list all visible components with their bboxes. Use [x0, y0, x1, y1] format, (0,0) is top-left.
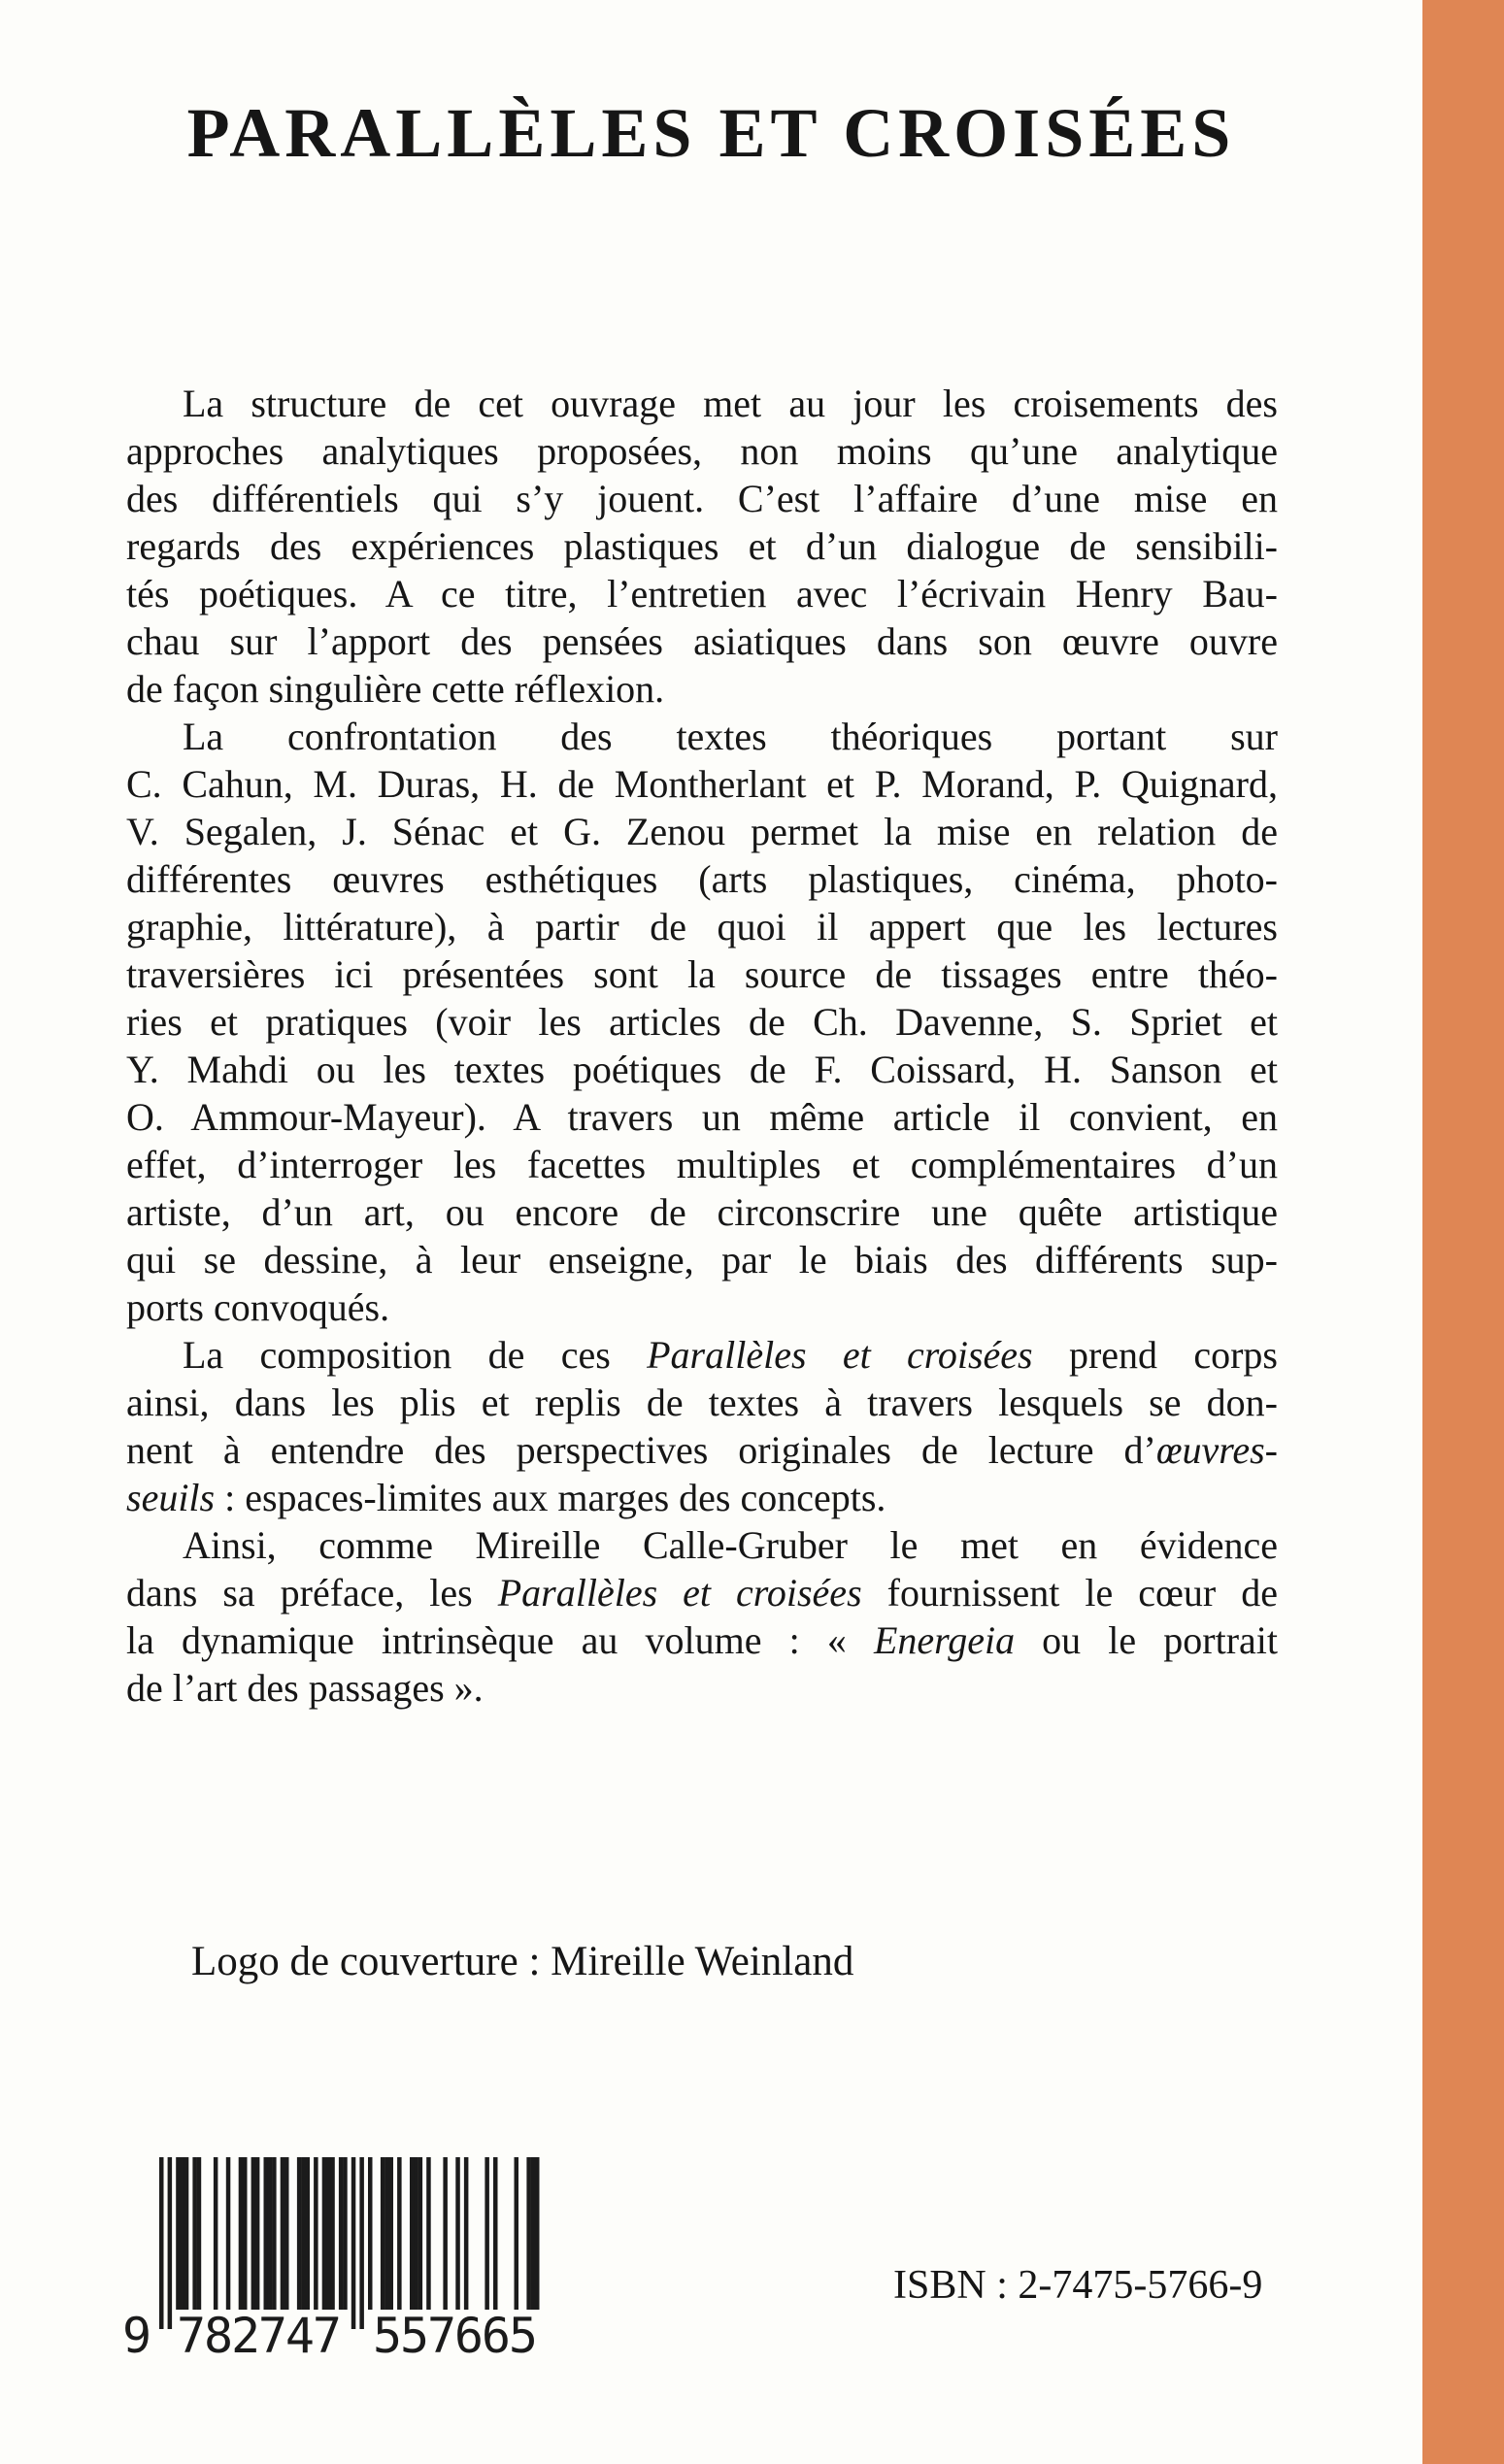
cover-credit: Logo de couverture : Mireille Weinland: [191, 1939, 854, 1984]
body-line: ries et pratiques (voir les articles de Ch. Davenne, S. Spriet et: [126, 1000, 1278, 1044]
body-line: La confrontation des textes théoriques portant sur: [183, 715, 1278, 758]
body-line: nent à entendre des perspectives originales de lecture d’œuvres-: [126, 1428, 1278, 1472]
page-title: PARALLÈLES ET CROISÉES: [186, 94, 1236, 172]
body-line: La structure de cet ouvrage met au jour les croisements des: [183, 382, 1278, 425]
body-line: la dynamique intrinsèque au volume : « Energeia ou le portrait: [126, 1618, 1278, 1662]
body-line: O. Ammour-Mayeur). A travers un même article il convient, en: [126, 1095, 1278, 1139]
body-line: de façon singulière cette réflexion.: [126, 667, 665, 711]
body-line: Y. Mahdi ou les textes poétiques de F. Coissard, H. Sanson et: [126, 1048, 1278, 1091]
body-line: qui se dessine, à leur enseigne, par le biais des différents sup-: [126, 1238, 1278, 1282]
barcode-left-digits: 782747: [177, 2308, 342, 2359]
body-line: Ainsi, comme Mireille Calle-Gruber le met en évidence: [183, 1523, 1278, 1567]
ean13-barcode: [122, 2157, 561, 2359]
body-line: dans sa préface, les Parallèles et croisées fournissent le cœur de: [126, 1571, 1278, 1615]
accent-band: [1422, 0, 1504, 2464]
body-line: V. Segalen, J. Sénac et G. Zenou permet la mise en relation de: [126, 810, 1278, 853]
body-line: de l’art des passages ».: [126, 1666, 484, 1710]
body-line: ports convoqués.: [126, 1285, 390, 1329]
body-line: C. Cahun, M. Duras, H. de Montherlant et P. Morand, P. Quignard,: [126, 762, 1278, 806]
body-line: des différentiels qui s’y jouent. C’est l’affaire d’une mise en: [126, 477, 1278, 520]
body-text: [126, 380, 1278, 1712]
body-line: seuils : espaces-limites aux marges des concepts.: [126, 1476, 886, 1519]
body-line: ainsi, dans les plis et replis de textes à travers lesquels se don-: [126, 1381, 1278, 1424]
body-line: différentes œuvres esthétiques (arts plastiques, cinéma, photo-: [126, 857, 1278, 901]
barcode-right-digits: 557665: [373, 2308, 538, 2359]
body-line: regards des expériences plastiques et d’un dialogue de sensibili-: [126, 524, 1278, 568]
body-line: graphie, littérature), à partir de quoi il appert que les lectures: [126, 905, 1278, 949]
body-line: approches analytiques proposées, non moins qu’une analytique: [126, 429, 1278, 473]
barcode-bars: [159, 2157, 540, 2329]
body-line: La composition de ces Parallèles et croisées prend corps: [183, 1333, 1278, 1377]
isbn-text: ISBN : 2-7475-5766-9: [893, 2263, 1263, 2308]
body-line: artiste, d’un art, ou encore de circonscrire une quête artistique: [126, 1190, 1278, 1234]
body-line: effet, d’interroger les facettes multiples et complémentaires d’un: [126, 1143, 1278, 1186]
body-line: tés poétiques. A ce titre, l’entretien avec l’écrivain Henry Bau-: [126, 572, 1278, 616]
barcode-lead-digit: 9: [122, 2308, 152, 2359]
body-line: traversières ici présentées sont la source de tissages entre théo-: [126, 952, 1278, 996]
body-line: chau sur l’apport des pensées asiatiques dans son œuvre ouvre: [126, 619, 1278, 663]
